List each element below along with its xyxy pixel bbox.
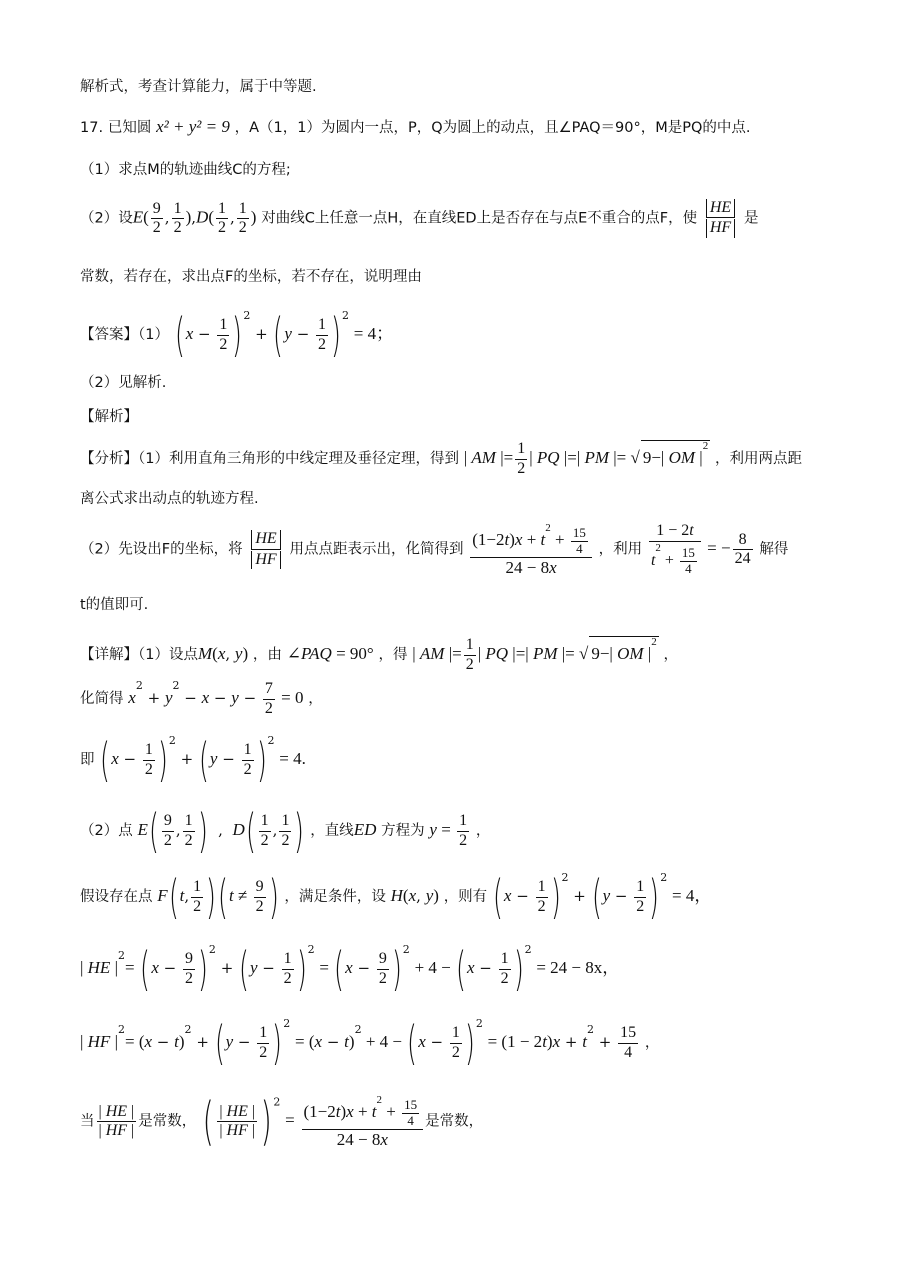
ji-tail: = 4. [279,749,306,768]
detail2-text-c: 方程为 [381,823,425,839]
part-2-text-a: （2）设 [80,210,133,227]
analysis-tail: ，利用两点距 [714,451,802,467]
ji-line: 即 (x − $\frac{1}{2}$ )$^2$ + (y − $\frac{1}{2}$ )$^2$ = 4. [80,733,306,787]
problem-text-b: ，A（1，1）为圆内一点，P，Q为圆上的动点，且∠PAQ＝90°，M是PQ的中点. [234,120,751,136]
part-2-question: （2）设E( $\frac{9}{2}$ , $\frac{1}{2}$ ),D( $\frac{1}{2}$ , $\frac{1}{2}$ ) 对曲线C上任意一点H，在直线ED上是否存在与点E不重合的点F，使 $\frac{HE}{HF}$ 是 [80,198,758,239]
analysis2-text-d: 解得 [759,541,789,558]
analysis-part-2: （2）先设出F的坐标，将 $\frac{HE}{HF}$ 用点点距表示出，化简得到 $(1-2t)x + t^2$ + $\frac{15}{4}$ 24 − 8x ，利用 1 − 2t $t^2$ + $\frac{15}{4}$ = − $\frac{8}{24}$ 解得 [80,522,789,577]
assume-line: 假设存在点 F(t, $\frac{1}{2}$ )(t ≠ $\frac{9}{2}$ ) ，满足条件，设 H(x, y) ，则有 (x − $\frac{1}{2}$ )$^2$ + (y − $\frac{1}{2}$ )$^2$ = 4， [80,870,712,924]
hf-tail: ， [644,1035,660,1051]
assume-tail: = 4， [671,886,712,905]
part-1-question: （1）求点M的轨迹曲线C的方程; [80,162,291,178]
analysis-line: 【分析】（1）利用直角三角形的中线定理及垂径定理，得到 | AM |= $\frac{1}{2}$ | PQ |=| PM |= √ 9−| OM $|^2$ ，利用两点距 [80,440,802,477]
part-2-question-line2: 常数，若存在，求出点F的坐标，若不存在，说明理由 [80,269,422,285]
detail2-label: （2）点 [80,823,133,839]
analysis2-text-b: 用点点距表示出，化简得到 [289,541,464,558]
analysis-part-2-line2: t的值即可. [80,597,149,613]
simplify-tail: ， [308,691,323,707]
answer-part-2: （2）见解析. [80,375,167,391]
assume-text-c: ，则有 [443,889,488,905]
intro-line: 解析式，考查计算能力，属于中等题. [80,79,317,95]
assume-text-b: ，满足条件，设 [284,889,386,905]
he-over-hf: $\frac{HE}{HF}$ [704,198,737,239]
part-2-text-b: 对曲线C上任意一点H，在直线ED上是否存在与点E不重合的点F，使 [261,210,698,227]
detail-text-d: ， [663,647,678,663]
part-2-text-c: 是 [743,210,759,227]
answer-label: 【答案】（1） [80,327,169,343]
conclusion-label: 当 [80,1113,95,1130]
answer-line: 【答案】（1） (x − $\frac{1}{2}$ )$^2$ + (y − $\frac{1}{2}$ )$^2$ = 4； [80,308,394,362]
conclusion-text-b: 是常数， [138,1113,197,1130]
analysis-label: 【分析】（1）利用直角三角形的中线定理及垂径定理，得到 [80,451,459,467]
he-squared-line: | HE $|^2= (x$ − $\frac{9}{2}$ )$^2$ + (y − $\frac{1}{2}$ )$^2$ = (x − $\frac{9}{2}$ )$^2$ + 4 − (x − $\frac{1}{2}$ )$^2$ = 24 − 8x， [80,942,620,996]
problem-17 [80,118,751,136]
circle-equation: x² + y² = 9 [156,117,230,136]
detail2-text-d: ， [475,823,491,839]
analysis2-text-a: （2）先设出F的坐标，将 [80,541,243,558]
detail-text-b: ，由 [252,647,282,663]
problem-number: 17. [80,120,104,136]
ji-label: 即 [80,752,95,768]
conclusion-text-c: 是常数， [425,1113,484,1130]
detail-part-2: （2）点 E( $\frac{9}{2}$ , $\frac{1}{2}$ ) , D( $\frac{1}{2}$ , $\frac{1}{2}$ ) ，直线ED 方程为 y = $\frac{1}{2}$ ， [80,804,491,858]
detail-text-c: ，得 [378,647,408,663]
assume-label: 假设存在点 [80,889,153,905]
jiexi-heading: 【解析】 [80,409,138,425]
he-tail: = 24 − 8x， [536,958,620,977]
problem-text-a: 已知圆 [107,120,152,136]
detail2-text-b: ，直线 [310,823,354,839]
analysis2-text-c: ，利用 [598,541,643,558]
simplify-label: 化简得 [80,691,124,707]
simplify-line: 化简得 $x^2 + y^2 - x - y$ − $\frac{7}{2}$ = 0 ， [80,679,323,717]
answer-tail: = 4； [353,324,394,343]
conclusion-line: 当 $\frac{| HE |}{| HF |}$ 是常数， ( $\frac{| HE |}{| HF |}$ ) $^2$ = $(1-2t)x + t^2$ + $\frac{15}{4}$ 24 − 8x 是常数， [80,1091,484,1152]
hf-squared-line: | HF $|^2= (x - t)^2 + (y$ − $\frac{1}{2}$ )$^2 = (x - t)^2 + 4 - (x$ − $\frac{1}{2}$ )$^2 = (1 - 2t)x + t^2$ + $\frac{15}{4}$ ， [80,1016,660,1070]
detail-label: 【详解】（1）设点 [80,647,198,663]
detail-line: 【详解】（1）设点M(x, y) ，由 ∠PAQ = 90° ，得 | AM |= $\frac{1}{2}$ | PQ |=| PM |= √ 9−| OM $|^2$ ， [80,636,678,673]
analysis-line2: 离公式求出动点的轨迹方程. [80,491,259,507]
